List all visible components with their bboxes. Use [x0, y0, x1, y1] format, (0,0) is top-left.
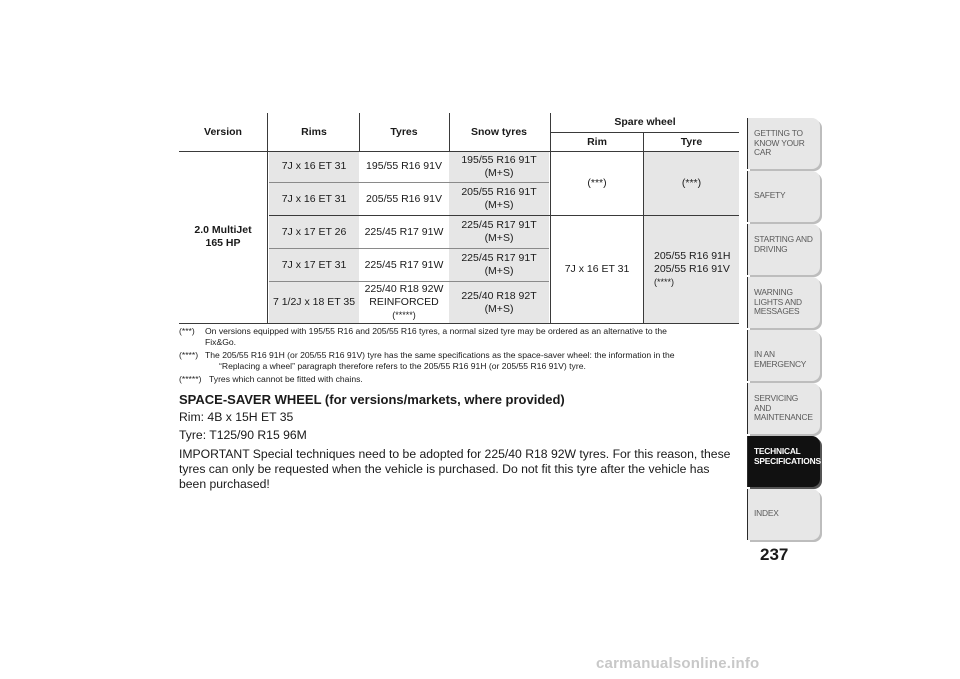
row-1-snow-ms: (M+S) [484, 199, 514, 211]
tab-technical-specifications[interactable]: TECHNICAL SPECIFICATIONS [748, 436, 820, 487]
grid-line [551, 132, 739, 133]
row-0-snow [449, 151, 549, 182]
grid-line [643, 133, 644, 323]
spare-rim-line: Rim: 4B x 15H ET 35 [179, 410, 294, 424]
header-spare-tyre: Tyre [680, 135, 703, 148]
row-2-tyre: 225/45 R17 91W [364, 225, 444, 238]
version-power: 165 HP [205, 237, 241, 249]
footnote-1 [179, 326, 739, 348]
page-number: 237 [760, 545, 789, 564]
important-note: IMPORTANT Special techniques need to be adopted for 225/40 R18 92W tyres. For this reason, these tyres can only be requested when the vehicle is purchased. Do not fit this tyre after the vehicle has been purchased! [179, 447, 731, 491]
row-4-snow-size: 225/40 R18 92T [461, 289, 537, 302]
section-heading: SPACE-SAVER WHEEL (for versions/markets, where provided) [179, 392, 565, 407]
version-name: 2.0 MultiJet [194, 224, 252, 236]
spare-group2-rim: 7J x 16 ET 31 [564, 263, 630, 275]
spare-group1-tyre: (***) [681, 176, 702, 189]
grid-line [269, 182, 549, 183]
header-spare-rim: Rim [587, 135, 607, 148]
header-spare-wheel: Spare wheel [614, 116, 676, 128]
grid-line [269, 281, 549, 282]
footnote-3-line-1: Tyres which cannot be fitted with chains. [209, 374, 363, 384]
row-2-snow-ms: (M+S) [484, 232, 514, 244]
row-1-snow-size: 205/55 R16 91T [461, 186, 537, 198]
tyre-specification-table [179, 113, 739, 323]
footnote-3-mark: (*****) [179, 374, 202, 384]
row-4-tyre-size: 225/40 R18 92W [364, 283, 444, 295]
spare-group2-tyre-1: 205/55 R16 91H [654, 250, 731, 262]
watermark: carmanualsonline.info [596, 655, 760, 672]
row-4-tyre-footnote-ref: (*****) [392, 310, 416, 320]
header-version: Version [204, 125, 242, 138]
footnote-1-line-2: Fix&Go. [205, 337, 237, 347]
tab-warning-lights-and-messages[interactable]: WARNING LIGHTS AND MESSAGES [748, 277, 820, 328]
grid-line [269, 215, 739, 216]
row-2-snow [449, 216, 549, 248]
footnote-3 [179, 374, 739, 385]
grid-line [550, 113, 551, 323]
row-2-snow-size: 225/45 R17 91T [461, 219, 537, 231]
row-3-rim: 7J x 17 ET 31 [281, 258, 347, 271]
grid-line [179, 151, 739, 152]
footnote-2-line-1: The 205/55 R16 91H (or 205/55 R16 91V) tyre has the same specifications as the space-saver wheel: the information in the [205, 350, 675, 360]
row-3-snow [449, 249, 549, 281]
tab-getting-to-know-your-car[interactable]: GETTING TO KNOW YOUR CAR [748, 118, 820, 169]
row-4-tyre-note: REINFORCED [369, 296, 439, 308]
spare-group2-tyre-2: 205/55 R16 91V [654, 263, 730, 275]
grid-line [449, 113, 450, 151]
row-4-snow [449, 282, 549, 323]
version-cell [179, 151, 267, 323]
header-rims: Rims [301, 125, 327, 138]
spare-group2-tyre-ref: (****) [654, 277, 675, 287]
header-snow-tyres: Snow tyres [470, 125, 528, 138]
row-1-tyre: 205/55 R16 91V [366, 192, 442, 205]
tab-starting-and-driving[interactable]: STARTING AND DRIVING [748, 224, 820, 275]
footnote-2 [179, 350, 739, 372]
tab-in-an-emergency[interactable]: IN AN EMERGENCY [748, 330, 820, 381]
footnote-1-line-1: On versions equipped with 195/55 R16 and 205/55 R16 tyres, a normal sized tyre may be ordered as an alternative to the [205, 326, 667, 336]
spare-group2-tyre [644, 216, 739, 323]
spare-tyre-line: Tyre: T125/90 R15 96M [179, 428, 307, 442]
row-3-snow-size: 225/45 R17 91T [461, 252, 537, 264]
grid-line [267, 113, 268, 323]
spare-group1-rim: (***) [587, 176, 607, 189]
row-4-tyre [359, 282, 449, 323]
row-4-rim: 7 1/2J x 18 ET 35 [272, 296, 356, 308]
row-2-rim: 7J x 17 ET 26 [281, 225, 347, 238]
row-0-rim: 7J x 16 ET 31 [281, 160, 347, 172]
grid-line [269, 248, 549, 249]
row-1-snow [449, 183, 549, 215]
tab-servicing-and-maintenance[interactable]: SERVICING AND MAINTENANCE [748, 383, 820, 434]
row-4-snow-ms: (M+S) [484, 302, 514, 315]
grid-line [179, 323, 739, 324]
footnote-1-mark: (***) [179, 326, 195, 336]
row-0-snow-size: 195/55 R16 91T [461, 153, 537, 166]
footnote-2-mark: (****) [179, 350, 199, 360]
footnote-2-line-2: “Replacing a wheel” paragraph therefore refers to the 205/55 R16 91H (or 205/55 R16 91V) tyre. [219, 361, 586, 371]
row-0-snow-ms: (M+S) [484, 166, 514, 179]
row-0-tyre: 195/55 R16 91V [366, 160, 442, 172]
header-tyres: Tyres [390, 125, 418, 138]
tab-index[interactable]: INDEX [748, 489, 820, 540]
row-3-tyre: 225/45 R17 91W [364, 258, 444, 271]
tab-safety[interactable]: SAFETY [748, 171, 820, 222]
row-3-snow-ms: (M+S) [484, 265, 514, 277]
grid-line [359, 113, 360, 151]
row-1-rim: 7J x 16 ET 31 [281, 192, 347, 205]
